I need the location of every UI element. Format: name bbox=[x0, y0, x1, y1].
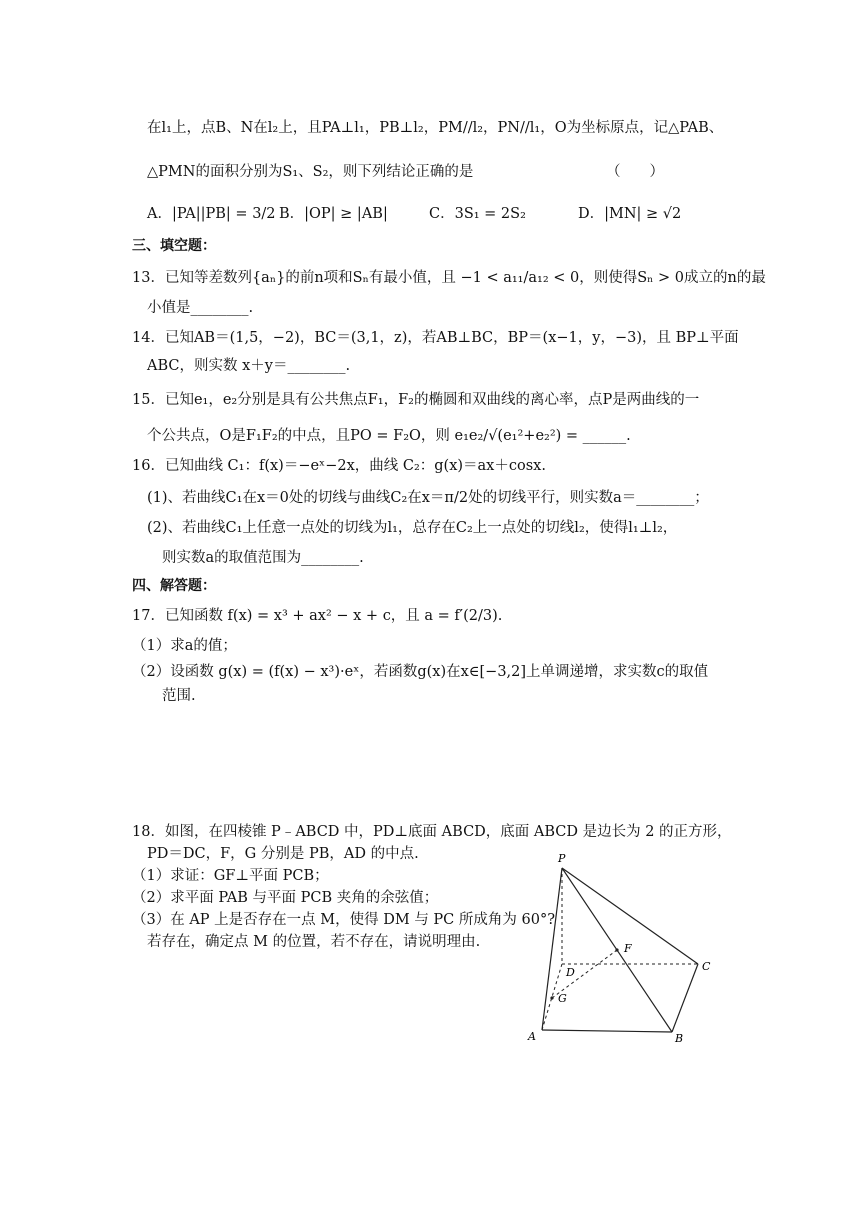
q12-paren: （ ） bbox=[606, 164, 664, 180]
q18-line3: （1）求证：GF⊥平面 PCB； bbox=[132, 868, 329, 884]
label-g: G bbox=[558, 992, 567, 1005]
label-c: C bbox=[702, 960, 711, 973]
q12-option-a: A．|PA||PB| = 3/2 bbox=[147, 206, 276, 222]
q17-line3: （2）设函数 g(x) = (f(x) − x³)·eˣ，若函数g(x)在x∈[−3,2]上单调递增，求实数c的取值 bbox=[132, 664, 709, 680]
q16-line4: 则实数a的取值范围为________. bbox=[162, 550, 364, 566]
q18-line1: 18．如图，在四棱锥 P﹣ABCD 中，PD⊥底面 ABCD，底面 ABCD 是边长为 2 的正方形， bbox=[132, 824, 732, 840]
q12-option-b: B．|OP| ≥ |AB| bbox=[279, 206, 388, 222]
edge-ab bbox=[542, 1030, 672, 1032]
q12-line1: 在l₁上，点B、N在l₂上，且PA⊥l₁，PB⊥l₂，PM//l₂，PN//l₁，O为坐标原点，记△PAB、 bbox=[147, 120, 724, 136]
q18-line6: 若存在，确定点 M 的位置，若不存在，请说明理由. bbox=[147, 934, 481, 950]
section-answer-title: 四、解答题： bbox=[132, 578, 216, 594]
label-a: A bbox=[528, 1030, 536, 1043]
q18-line5: （3）在 AP 上是否存在一点 M，使得 DM 与 PC 所成角为 60°? bbox=[132, 912, 555, 928]
pyramid-figure bbox=[520, 848, 720, 1048]
label-b: B bbox=[675, 1032, 684, 1045]
label-d: D bbox=[566, 966, 575, 979]
q17-line4: 范围. bbox=[162, 688, 196, 704]
point-f bbox=[615, 948, 618, 951]
q14-line1: 14．已知AB＝(1,5，−2)，BC＝(3,1，z)，若AB⊥BC，BP＝(x−1，y，−3)，且 BP⊥平面 bbox=[132, 330, 739, 346]
edge-bc bbox=[672, 964, 698, 1032]
q16-line1: 16．已知曲线 C₁：f(x)＝−eˣ−2x，曲线 C₂：g(x)＝ax＋cosx. bbox=[132, 458, 546, 474]
segment-gf bbox=[552, 950, 617, 998]
q13-line1: 13．已知等差数列{aₙ}的前n项和Sₙ有最小值，且 −1 < a₁₁/a₁₂ < 0，则使得Sₙ > 0成立的n的最 bbox=[132, 270, 766, 286]
q12-option-d: D．|MN| ≥ √2 bbox=[578, 206, 682, 222]
q13-line2: 小值是________. bbox=[147, 300, 254, 316]
q14-line2: ABC，则实数 x＋y＝________. bbox=[147, 358, 351, 374]
q16-line3: (2)、若曲线C₁上任意一点处的切线为l₁，总存在C₂上一点处的切线l₂，使得l₁⊥l₂， bbox=[147, 520, 678, 536]
q15-line2: 个公共点，O是F₁F₂的中点，且PO = F₂O，则 e₁e₂/√(e₁²+e₂²) = ______. bbox=[147, 428, 631, 444]
q17-line2: （1）求a的值； bbox=[132, 638, 237, 654]
section-fill-in-title: 三、填空题： bbox=[132, 238, 216, 254]
q17-line1: 17．已知函数 f(x) = x³ + ax² − x + c，且 a = f′(2/3). bbox=[132, 608, 503, 624]
label-p: P bbox=[558, 852, 566, 865]
q18-line4: （2）求平面 PAB 与平面 PCB 夹角的余弦值； bbox=[132, 890, 439, 906]
edge-pa bbox=[542, 868, 562, 1030]
q12-line2: △PMN的面积分别为S₁、S₂，则下列结论正确的是 bbox=[147, 164, 474, 180]
q15-line1: 15．已知e₁，e₂分别是具有公共焦点F₁，F₂的椭圆和双曲线的离心率，点P是两曲线的一 bbox=[132, 392, 700, 408]
label-f: F bbox=[624, 942, 632, 955]
point-g bbox=[550, 996, 553, 999]
q18-line2: PD＝DC，F，G 分别是 PB，AD 的中点. bbox=[147, 846, 419, 862]
q12-option-c: C．3S₁ = 2S₂ bbox=[429, 206, 526, 222]
q16-line2: (1)、若曲线C₁在x＝0处的切线与曲线C₂在x＝π/2处的切线平行，则实数a＝________； bbox=[147, 490, 709, 506]
